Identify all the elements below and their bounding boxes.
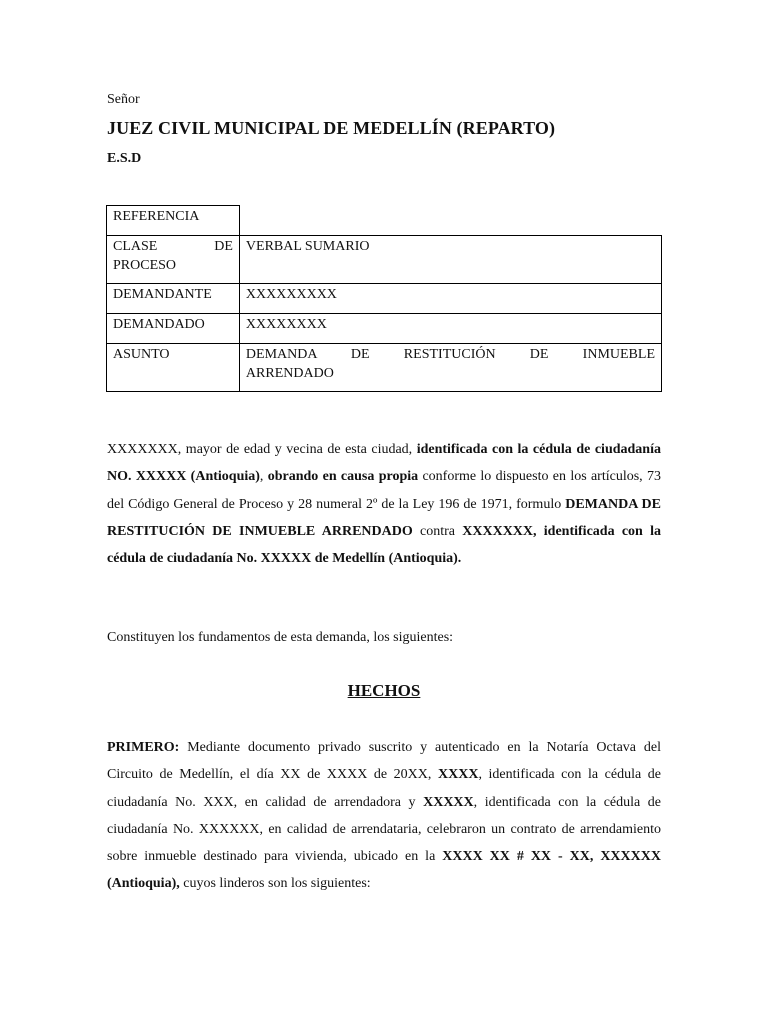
text-run: Mediante documento privado suscrito y autenticado en la Notaría Octava del Circuito de Medellín, el día XX de XXXX de 20XX, <box>107 740 661 783</box>
label-text: DEMANDANTE <box>113 287 212 302</box>
label-text: ASUNTO <box>113 347 170 362</box>
value-cell <box>239 314 661 344</box>
reference-table <box>106 205 662 392</box>
value-text: XXXXXXXXX <box>245 287 337 302</box>
text-run: , <box>259 469 268 485</box>
text-run: , identificada con la cédula de ciudadanía No. XXX, en calidad de arrendadora y <box>107 767 661 810</box>
value-cell <box>239 236 661 284</box>
bold-run: identificada con la cédula de ciudadanía NO. XXXXX (Antioquia) <box>107 442 661 485</box>
value-text: VERBAL SUMARIO <box>245 239 370 254</box>
table-row <box>107 344 662 392</box>
reference-title: REFERENCIA <box>113 209 200 224</box>
table-row <box>107 236 662 284</box>
label-cell <box>107 236 240 284</box>
value-text: XXXXXXXX <box>245 317 327 332</box>
empty-cell <box>239 206 661 236</box>
bold-run: XXXX XX # XX - XX, XXXXXX (Antioquia), <box>107 849 661 892</box>
fact-first-paragraph <box>107 734 661 898</box>
label-cell <box>107 344 240 392</box>
value-cell <box>239 344 661 392</box>
text-run: contra <box>412 523 463 539</box>
value-cell <box>239 284 661 314</box>
reference-title-cell <box>107 206 240 236</box>
intro-paragraph <box>107 436 661 572</box>
text-run: , identificada con la cédula de ciudadanía No. XXXXXX, en calidad de arrendataria, celebraron un contrato de arrendamiento sobre inmueble destinado para vivienda, ubicado en la <box>107 794 661 865</box>
bold-run: obrando en causa propia <box>267 469 419 485</box>
value-line: DEMANDA DE RESTITUCIÓN DE INMUEBLE <box>245 347 655 362</box>
foundations-paragraph: Constituyen los fundamentos de esta demanda, los siguientes: <box>107 630 454 645</box>
text-run: conforme lo dispuesto en los artículos, 73 del Código General de Proceso y 28 numeral 2º de la Ley 196 de 1971, formulo <box>107 469 661 512</box>
addressee-title: JUEZ CIVIL MUNICIPAL DE MEDELLÍN (REPARTO) <box>107 118 556 138</box>
bold-run: XXXXX <box>423 794 474 810</box>
bold-run: DEMANDA DE RESTITUCIÓN DE INMUEBLE ARRENDADO <box>107 496 661 539</box>
label-text: DEMANDADO <box>113 317 205 332</box>
label-line <box>113 237 233 256</box>
label-text: DE <box>214 239 233 254</box>
label-line: PROCESO <box>113 258 177 273</box>
bold-run: PRIMERO: <box>107 740 180 755</box>
bold-run: XXXXXXX, identificada con la cédula de ciudadanía No. XXXXX de Medellín (Antioquia). <box>107 523 661 567</box>
bold-run: XXXX <box>437 767 479 783</box>
table-row <box>107 284 662 314</box>
table-row <box>107 314 662 344</box>
text-run: , mayor de edad y vecina de esta ciudad, <box>177 442 417 457</box>
table-row <box>107 206 662 236</box>
label-cell <box>107 284 240 314</box>
esd-line: E.S.D <box>107 151 142 166</box>
plaintiff-name: XXXXXXX <box>107 442 178 457</box>
text-run: cuyos linderos son los siguientes: <box>179 876 371 892</box>
label-cell <box>107 314 240 344</box>
label-text: CLASE <box>113 239 158 254</box>
salutation: Señor <box>107 92 140 107</box>
section-heading: HECHOS <box>347 681 421 700</box>
value-line: ARRENDADO <box>245 366 334 381</box>
